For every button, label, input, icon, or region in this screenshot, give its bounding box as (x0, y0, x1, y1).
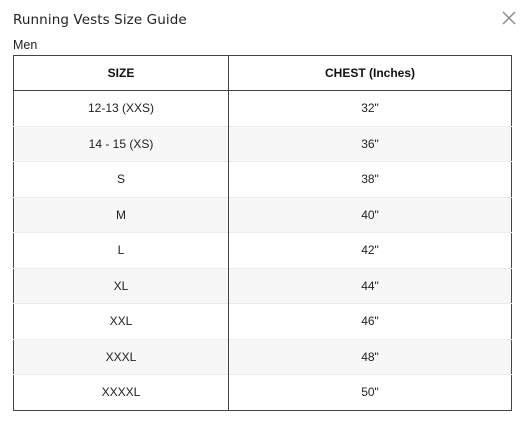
cell-size: XXXL (14, 339, 229, 375)
table-row (14, 268, 512, 304)
header-chest: CHEST (Inches) (229, 56, 512, 91)
table-header-row (14, 56, 512, 91)
cell-chest: 38" (229, 162, 512, 198)
table-row (14, 162, 512, 198)
modal-title: Running Vests Size Guide (13, 12, 187, 28)
cell-chest: 32" (361, 101, 379, 116)
table-row (14, 233, 512, 269)
table-row (14, 304, 512, 340)
cell-chest: 44" (229, 268, 512, 304)
cell-size: XXXXL (14, 375, 229, 411)
cell-chest: 48" (229, 339, 512, 375)
cell-size: 14 - 15 (XS) (14, 126, 229, 162)
cell-chest: 42" (229, 233, 512, 269)
cell-chest: 40" (229, 197, 512, 233)
cell-chest: 46" (229, 304, 512, 340)
cell-chest: 36" (229, 126, 512, 162)
table-row (14, 375, 512, 411)
cell-size: XXL (14, 304, 229, 340)
cell-size: S (14, 162, 229, 198)
table-row (14, 91, 512, 127)
table-row (14, 197, 512, 233)
section-label-men: Men (13, 38, 38, 52)
cell-chest: 50" (229, 375, 512, 411)
table-row (14, 339, 512, 375)
cell-size: XL (14, 268, 229, 304)
header-size: SIZE (14, 56, 229, 91)
table-row (14, 126, 512, 162)
cell-size: 12-13 (XXS) (14, 91, 229, 127)
size-guide-table (13, 55, 512, 411)
close-icon[interactable] (499, 8, 519, 28)
cell-size: L (14, 233, 229, 269)
cell-size: M (14, 197, 229, 233)
close-button[interactable] (499, 8, 519, 28)
